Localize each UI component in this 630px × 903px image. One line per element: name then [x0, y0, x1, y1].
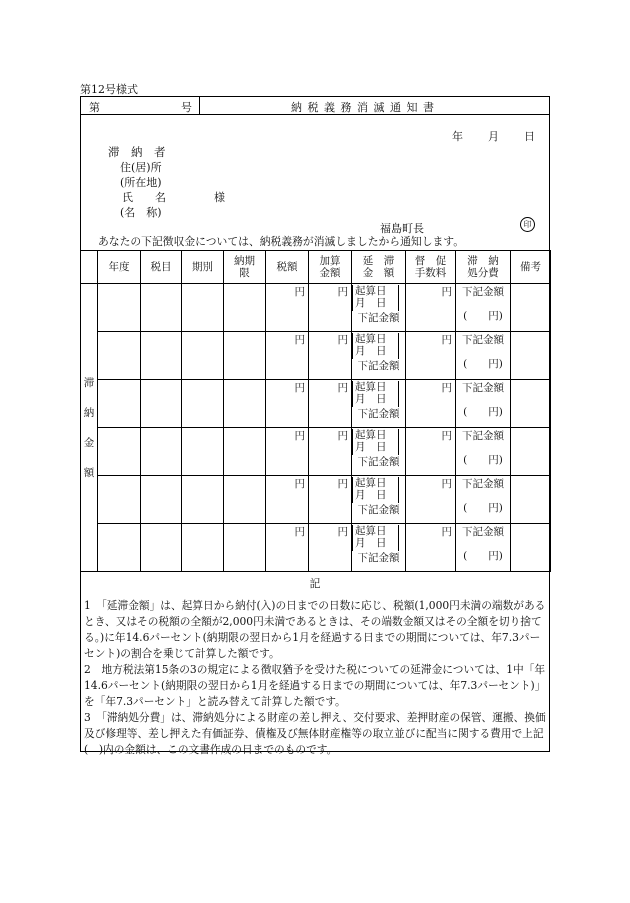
yen-parenthesis: ( 円): [463, 358, 503, 370]
start-date-bracket: 起算日 月 日: [352, 525, 399, 551]
remarks-cell: [511, 332, 551, 380]
remarks-cell: [511, 380, 551, 428]
document-title: 納 税 義 務 消 滅 通 知 書: [291, 101, 435, 114]
period-cell: [182, 428, 224, 476]
surcharge-cell: 円: [309, 332, 352, 380]
honorific: 様: [214, 191, 225, 204]
amount-below-label: 下記金額: [357, 504, 400, 516]
amount-below-label: 下記金額: [357, 456, 400, 468]
tax-amount-cell: 円: [266, 428, 309, 476]
yen-parenthesis: ( 円): [463, 502, 503, 514]
amount-below-label: 下記金額: [357, 312, 400, 324]
notes-section: [84, 577, 546, 758]
disposition-cost-cell: [456, 476, 511, 524]
disposition-cost-cell: [456, 332, 511, 380]
disposition-cost-cell: [456, 284, 511, 332]
amount-below-label: 下記金額: [357, 552, 400, 564]
note-item: 3 「滞納処分費」は、滞納処分による財産の差し押え、交付要求、差押財産の保管、運搬、換価及び修理等、差し押えた有価証券、債権及び無体財産権等の取立並びに配当に関する費用で上記( )内の金額は、この文書作成の日までのものです。: [84, 711, 546, 756]
remarks-cell: [511, 524, 551, 572]
name-note: (名 称): [120, 206, 162, 219]
tax-item-cell: [141, 524, 182, 572]
year-cell: [98, 284, 141, 332]
amount-below-label: 下記金額: [462, 430, 504, 442]
due-date-cell: [224, 284, 266, 332]
col-header: 納期 限: [224, 251, 266, 284]
seal-mark: 印: [520, 217, 535, 232]
table-row: [81, 380, 551, 428]
surcharge-cell: 円: [309, 284, 352, 332]
number-prefix: 第: [89, 101, 100, 114]
disposition-cost-cell: [456, 428, 511, 476]
tax-amount-cell: 円: [266, 524, 309, 572]
table-row: [81, 524, 551, 572]
amount-below-label: 下記金額: [462, 286, 504, 298]
period-cell: [182, 380, 224, 428]
amount-below-label: 下記金額: [357, 408, 400, 420]
reminder-fee-cell: 円: [406, 476, 456, 524]
document-header: [80, 96, 550, 115]
reminder-fee-cell: 円: [406, 428, 456, 476]
remarks-cell: [511, 428, 551, 476]
side-label-char: 額: [83, 466, 95, 479]
period-cell: [182, 284, 224, 332]
tax-amount-cell: 円: [266, 380, 309, 428]
reminder-fee-cell: 円: [406, 284, 456, 332]
surcharge-cell: 円: [309, 380, 352, 428]
date-month: 月: [488, 130, 499, 143]
note-item: 2 地方税法第15条の3の規定による徴収猶予を受けた税についての延滞金については、1中「年14.6パーセント(納期限の翌日から1月を経過する日までの期間については、年7.3パーセント)」を「年7.3パーセント」と読み替えて計算した額です。: [84, 663, 546, 708]
period-cell: [182, 524, 224, 572]
table-row: [81, 476, 551, 524]
side-label-cell: [81, 284, 98, 572]
start-date-bracket: 起算日 月 日: [352, 285, 399, 311]
late-fee-cell: [352, 524, 406, 572]
tax-amount-cell: 円: [266, 332, 309, 380]
reminder-fee-cell: 円: [406, 332, 456, 380]
form-number-label: 第12号様式: [80, 83, 138, 96]
year-cell: [98, 476, 141, 524]
year-cell: [98, 380, 141, 428]
table-header-row: [81, 251, 551, 284]
col-header: 延 滞 金 額: [352, 251, 406, 284]
tax-item-cell: [141, 332, 182, 380]
tax-amount-cell: 円: [266, 284, 309, 332]
header-divider: [199, 97, 200, 114]
name-label: 氏 名: [122, 191, 166, 204]
late-fee-cell: [352, 428, 406, 476]
col-header: 期別: [182, 251, 224, 284]
disposition-cost-cell: [456, 524, 511, 572]
start-date-bracket: 起算日 月 日: [352, 333, 399, 359]
table-row: [81, 428, 551, 476]
yen-parenthesis: ( 円): [463, 550, 503, 562]
period-cell: [182, 476, 224, 524]
remarks-cell: [511, 284, 551, 332]
tax-item-cell: [141, 476, 182, 524]
year-cell: [98, 428, 141, 476]
reminder-fee-cell: 円: [406, 524, 456, 572]
late-fee-cell: [352, 284, 406, 332]
col-header: 備考: [511, 251, 551, 284]
late-fee-cell: [352, 332, 406, 380]
tax-amount-cell: 円: [266, 476, 309, 524]
amount-below-label: 下記金額: [462, 526, 504, 538]
reminder-fee-cell: 円: [406, 380, 456, 428]
tax-item-cell: [141, 380, 182, 428]
due-date-cell: [224, 524, 266, 572]
late-fee-cell: [352, 476, 406, 524]
year-cell: [98, 524, 141, 572]
yen-parenthesis: ( 円): [463, 454, 503, 466]
date-year: 年: [452, 130, 463, 143]
side-label-char: 納: [83, 406, 95, 419]
intro-text: あなたの下記徴収金については、納税義務が消滅しましたから通知します。: [98, 235, 465, 248]
col-header: 税目: [141, 251, 182, 284]
start-date-bracket: 起算日 月 日: [352, 477, 399, 503]
taxpayer-label: 滞 納 者: [108, 145, 166, 159]
table-row: [81, 332, 551, 380]
col-header: 加算 金額: [309, 251, 352, 284]
col-header: 年度: [98, 251, 141, 284]
col-header: 滞 納 処分費: [456, 251, 511, 284]
note-item: 1 「延滞金額」は、起算日から納付(入)の日までの日数に応じ、税額(1,000円未満の端数があるとき、又はその税額の全額が2,000円未満であるときは、その端数金額又はその全額を切り捨てる。)に年14.6パーセント(納期限の翌日から1月を経過する日までの期間については、年7.3パーセント)の割合を乗じて計算した額です。: [84, 599, 546, 660]
number-suffix: 号: [181, 101, 192, 114]
col-header: 税額: [266, 251, 309, 284]
yen-parenthesis: ( 円): [463, 310, 503, 322]
tax-item-cell: [141, 428, 182, 476]
surcharge-cell: 円: [309, 476, 352, 524]
tax-item-cell: [141, 284, 182, 332]
due-date-cell: [224, 428, 266, 476]
address-label: 住(居)所: [120, 161, 162, 174]
due-date-cell: [224, 380, 266, 428]
side-label-char: 滞: [83, 376, 95, 389]
amount-below-label: 下記金額: [462, 334, 504, 346]
due-date-cell: [224, 332, 266, 380]
late-fee-cell: [352, 380, 406, 428]
start-date-bracket: 起算日 月 日: [352, 429, 399, 455]
start-date-bracket: 起算日 月 日: [352, 381, 399, 407]
surcharge-cell: 円: [309, 524, 352, 572]
due-date-cell: [224, 476, 266, 524]
yen-parenthesis: ( 円): [463, 406, 503, 418]
date-day: 日: [524, 130, 535, 143]
side-header-cell: [81, 251, 98, 284]
col-header: 督 促 手数料: [406, 251, 456, 284]
side-label-char: 金: [83, 436, 95, 449]
table-row: [81, 284, 551, 332]
notes-heading: 記: [309, 577, 321, 590]
disposition-cost-cell: [456, 380, 511, 428]
period-cell: [182, 332, 224, 380]
amount-below-label: 下記金額: [462, 382, 504, 394]
arrears-table: [80, 250, 551, 572]
remarks-cell: [511, 476, 551, 524]
amount-below-label: 下記金額: [462, 478, 504, 490]
address-note: (所在地): [120, 176, 162, 189]
amount-below-label: 下記金額: [357, 360, 400, 372]
year-cell: [98, 332, 141, 380]
surcharge-cell: 円: [309, 428, 352, 476]
issuer-title: 福島町長: [380, 222, 424, 235]
